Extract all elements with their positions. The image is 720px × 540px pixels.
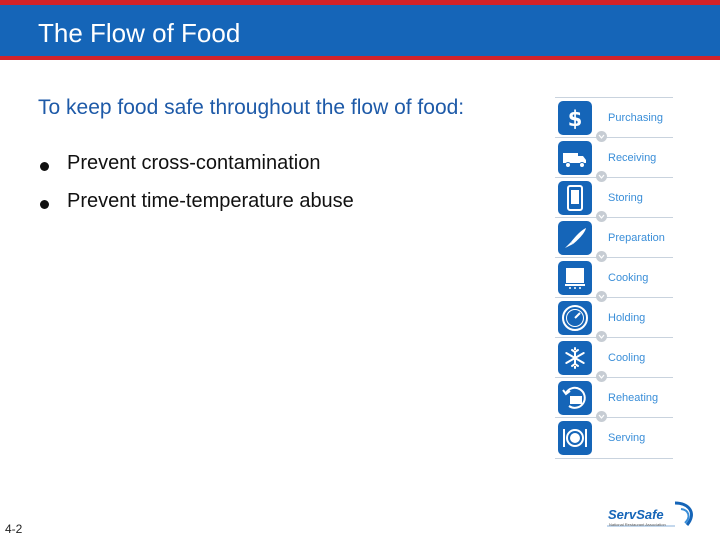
- flow-step-label: Cooling: [608, 352, 646, 364]
- flow-step-cooling: [555, 337, 673, 378]
- bullet-dot-icon: [40, 200, 49, 209]
- slide-title: The Flow of Food: [38, 18, 241, 48]
- servsafe-logo: [605, 499, 697, 529]
- down-arrow-icon: [596, 291, 607, 302]
- bullet-dot-icon: [40, 162, 49, 171]
- down-arrow-icon: [596, 251, 607, 262]
- bullet-item: [40, 190, 354, 228]
- flow-step-label: Purchasing: [608, 112, 664, 124]
- page-number: 4-2: [5, 522, 23, 536]
- down-arrow-icon: [596, 331, 607, 342]
- flow-step-cooking: [555, 257, 673, 298]
- title-top-rule: [0, 0, 720, 5]
- logo-tagline: National Restaurant Association: [609, 522, 666, 527]
- stove-icon: [558, 261, 592, 295]
- bullet-text: Prevent time-temperature abuse: [67, 190, 354, 212]
- down-arrow-icon: [596, 411, 607, 422]
- bullet-list: [40, 152, 354, 228]
- flow-step-label: Receiving: [608, 152, 657, 164]
- svg-text:$: $: [567, 107, 583, 130]
- flow-step-label: Storing: [608, 192, 643, 204]
- flow-step-storing: [555, 177, 673, 218]
- flow-step-receiving: [555, 137, 673, 178]
- dollar-icon: [558, 101, 592, 135]
- logo-wordmark: ServSafe: [608, 507, 664, 522]
- title-bottom-rule: [0, 56, 720, 60]
- flow-step-label: Holding: [608, 312, 646, 324]
- title-bar: [0, 0, 720, 60]
- thermometer-dial-icon: [558, 301, 592, 335]
- plate-icon: [558, 421, 592, 455]
- refrigerator-icon: [558, 181, 592, 215]
- flow-of-food-diagram: [555, 97, 673, 463]
- knife-icon: [558, 221, 592, 255]
- truck-icon: [558, 141, 592, 175]
- down-arrow-icon: [596, 371, 607, 382]
- flow-step-serving: [555, 417, 673, 459]
- flow-step-label: Serving: [608, 432, 646, 444]
- down-arrow-icon: [596, 131, 607, 142]
- flow-step-label: Preparation: [608, 232, 665, 244]
- flow-step-preparation: [555, 217, 673, 258]
- bullet-item: [40, 152, 354, 190]
- flow-step-holding: [555, 297, 673, 338]
- flow-step-label: Reheating: [608, 392, 659, 404]
- bullet-text: Prevent cross-contamination: [67, 152, 321, 174]
- down-arrow-icon: [596, 171, 607, 182]
- intro-text: To keep food safe throughout the flow of food:: [38, 96, 465, 119]
- snowflake-icon: [558, 341, 592, 375]
- down-arrow-icon: [596, 211, 607, 222]
- flow-step-reheating: [555, 377, 673, 418]
- flow-step-label: Cooking: [608, 272, 649, 284]
- microwave-icon: [558, 381, 592, 415]
- flow-step-purchasing: [555, 97, 673, 138]
